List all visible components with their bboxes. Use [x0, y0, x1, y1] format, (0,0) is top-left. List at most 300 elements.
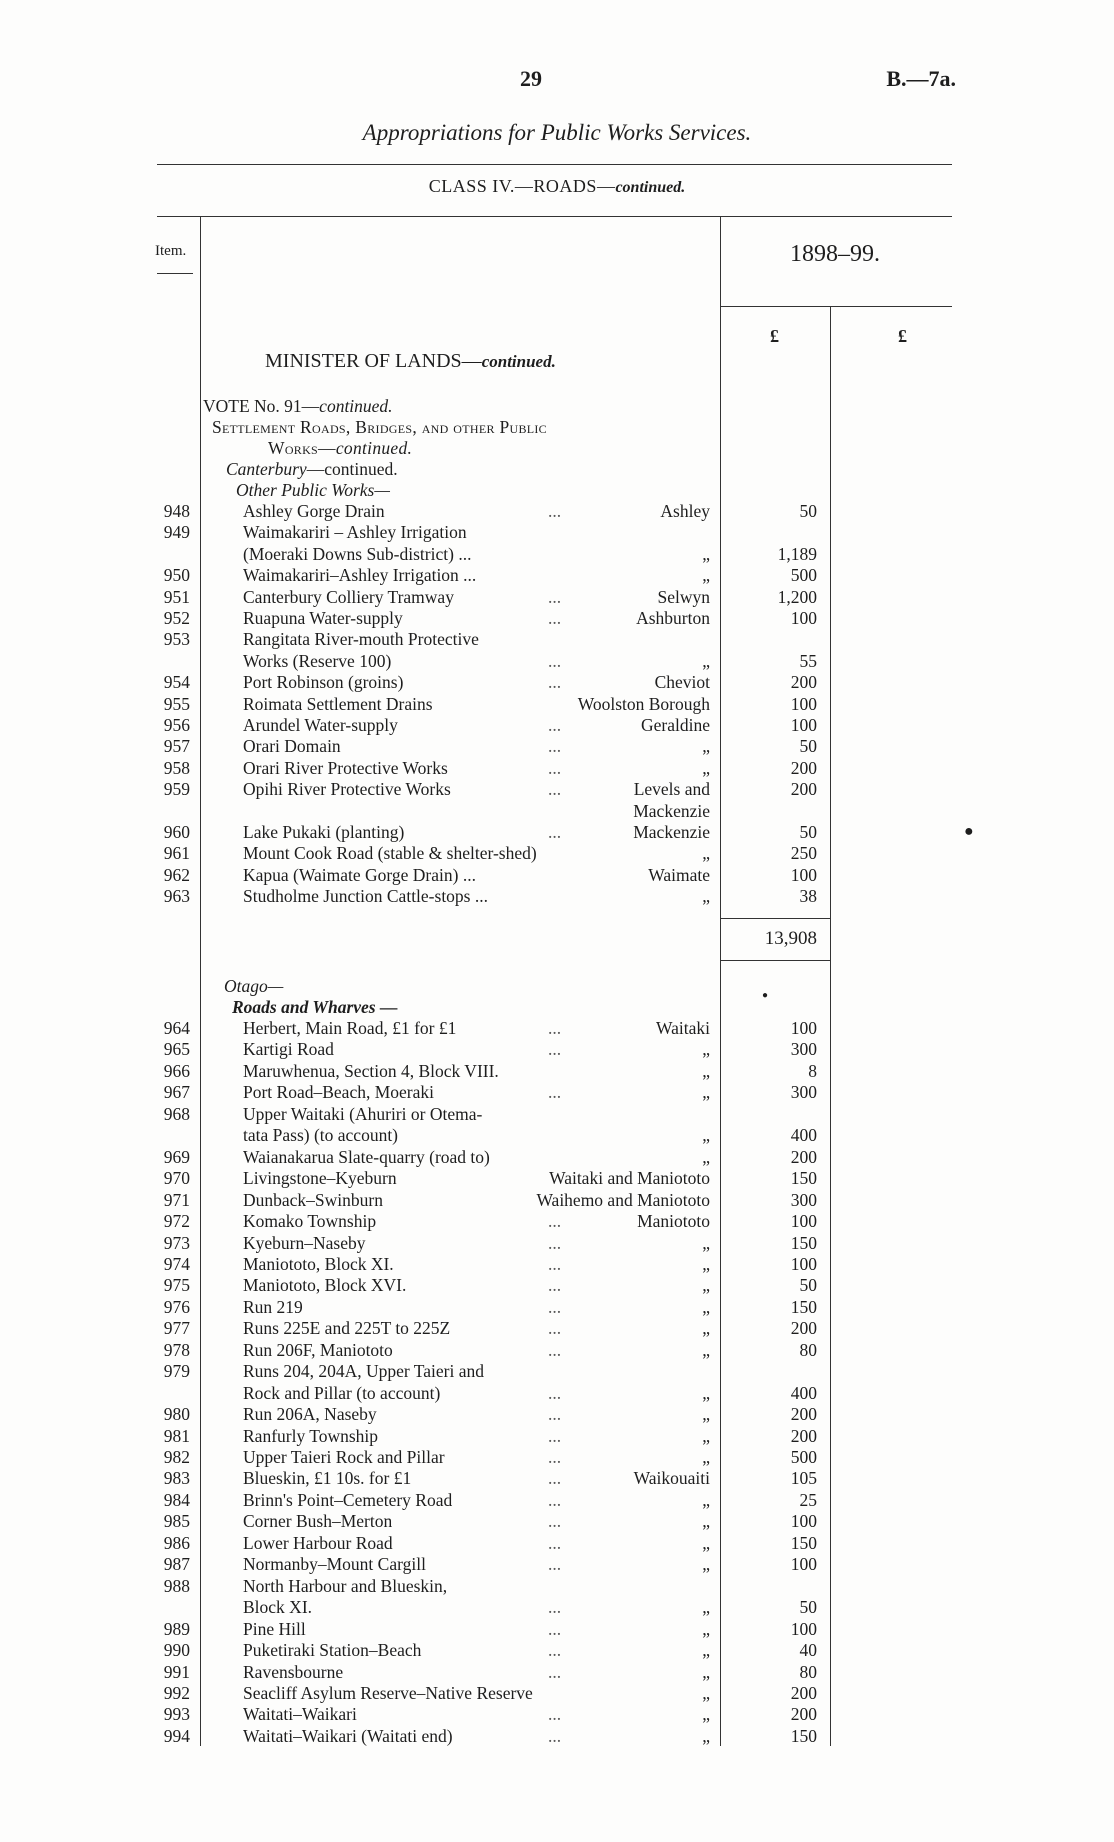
- table-row: [0, 886, 1114, 907]
- canterbury-heading: Canterbury—continued.: [226, 459, 398, 479]
- leader-dots: ...: [548, 1039, 562, 1060]
- item-location: Mackenzie: [633, 800, 710, 821]
- leader-dots: ...: [548, 1296, 562, 1317]
- leader-dots: ...: [548, 1253, 562, 1274]
- item-location: „: [702, 565, 710, 586]
- item-location: „: [702, 1532, 710, 1553]
- item-location: „: [702, 1640, 710, 1661]
- table-row: [0, 522, 1114, 543]
- leader-dots: ...: [548, 1082, 562, 1103]
- item-description: Kapua (Waimate Gorge Drain) ...: [243, 864, 476, 885]
- item-description: Seacliff Asylum Reserve–Native Reserve: [243, 1682, 533, 1703]
- item-number: 974: [163, 1253, 190, 1274]
- item-amount: 200: [790, 672, 817, 693]
- item-amount: 100: [790, 1511, 817, 1532]
- item-amount: 50: [799, 822, 817, 842]
- item-number: 979: [163, 1361, 190, 1382]
- table-row: [0, 1233, 1114, 1254]
- table-row: [0, 1726, 1114, 1747]
- item-location: „: [702, 886, 710, 907]
- item-number: 955: [163, 693, 190, 714]
- table-row: [0, 1168, 1114, 1189]
- item-number: 984: [163, 1489, 190, 1510]
- table-row: [0, 1061, 1114, 1082]
- item-description: Rangitata River-mouth Protective: [243, 629, 479, 650]
- item-description: Roimata Settlement Drains: [243, 693, 433, 714]
- item-description: Port Robinson (groins): [243, 672, 404, 693]
- item-description: Ravensbourne: [243, 1661, 344, 1682]
- item-number: 973: [163, 1232, 190, 1253]
- table-row: [0, 822, 1114, 843]
- item-description: Maruwhenua, Section 4, Block VIII.: [243, 1060, 499, 1081]
- item-location: „: [702, 843, 710, 864]
- item-location: „: [702, 1511, 710, 1532]
- item-number: 993: [163, 1704, 190, 1725]
- item-description: (Moeraki Downs Sub-district) ...: [243, 543, 472, 564]
- item-location: „: [702, 1060, 710, 1081]
- table-row: [0, 1297, 1114, 1318]
- item-location: „: [702, 1661, 710, 1682]
- leader-dots: ...: [548, 1704, 562, 1725]
- item-number: 990: [163, 1640, 190, 1661]
- table-row: [0, 1533, 1114, 1554]
- item-description: Waimakariri – Ashley Irrigation: [243, 522, 467, 543]
- leader-dots: ...: [548, 779, 562, 800]
- item-description: Orari Domain: [243, 736, 341, 757]
- item-description: Arundel Water-supply: [243, 715, 398, 735]
- leader-dots: ...: [548, 1382, 562, 1403]
- leader-dots: ...: [548, 736, 562, 757]
- page-title: Appropriations for Public Works Services.: [362, 120, 752, 145]
- item-amount: 200: [790, 1704, 817, 1725]
- item-description: Canterbury Colliery Tramway: [243, 586, 454, 607]
- item-description: Dunback–Swinburn: [243, 1189, 383, 1210]
- item-description: Puketiraki Station–Beach: [243, 1640, 422, 1661]
- item-number: 968: [163, 1103, 190, 1124]
- subtotal-amount: 13,908: [764, 928, 817, 949]
- item-location: „: [702, 1618, 710, 1639]
- leader-dots: ...: [548, 1640, 562, 1661]
- item-description: Waimakariri–Ashley Irrigation ...: [243, 565, 477, 586]
- item-amount: 150: [790, 1725, 817, 1746]
- item-description: Works (Reserve 100): [243, 650, 392, 671]
- item-amount: 100: [790, 715, 817, 735]
- item-amount: 1,200: [777, 586, 817, 607]
- print-mark: ●: [964, 823, 974, 840]
- item-number: 978: [163, 1339, 190, 1360]
- otago-heading: Otago—: [224, 976, 284, 996]
- table-row: [0, 758, 1114, 779]
- item-location: Waimate: [648, 864, 710, 885]
- item-description: Ruapuna Water-supply: [243, 608, 403, 628]
- leader-dots: ...: [548, 586, 562, 607]
- item-location: „: [702, 1425, 710, 1446]
- item-description: Runs 225E and 225T to 225Z: [243, 1318, 451, 1339]
- paper-reference: B.—7a.: [886, 66, 956, 91]
- item-location: Levels and: [633, 779, 710, 800]
- class-heading: CLASS IV.—ROADS—continued.: [428, 176, 686, 196]
- item-amount: 105: [790, 1468, 817, 1489]
- table-row: [0, 1640, 1114, 1661]
- table-row: [0, 1468, 1114, 1489]
- table-row: [0, 501, 1114, 522]
- item-amount: 300: [790, 1189, 817, 1210]
- leader-dots: ...: [548, 715, 562, 735]
- item-number: 988: [163, 1575, 190, 1596]
- table-row: [0, 1704, 1114, 1725]
- item-number: 960: [163, 822, 190, 842]
- item-description: Run 206F, Maniototo: [243, 1339, 393, 1360]
- item-description: Brinn's Point–Cemetery Road: [243, 1489, 453, 1510]
- table-row: [0, 1275, 1114, 1296]
- item-number: 959: [163, 779, 190, 800]
- table-row: [0, 1597, 1114, 1618]
- item-location: Waikouaiti: [633, 1468, 710, 1489]
- item-amount: 100: [790, 1618, 817, 1639]
- item-number: 953: [163, 629, 190, 650]
- item-number: 957: [163, 736, 190, 757]
- settlement-heading-line-1: Settlement Roads, Bridges, and other Public: [212, 417, 547, 437]
- item-number: 992: [163, 1682, 190, 1703]
- item-location: „: [702, 1554, 710, 1575]
- item-amount: 80: [799, 1661, 817, 1682]
- leader-dots: ...: [548, 1275, 562, 1296]
- item-number: 964: [163, 1018, 190, 1038]
- item-number: 963: [163, 886, 190, 907]
- item-description: Mount Cook Road (stable & shelter-shed): [243, 843, 537, 864]
- item-amount: 150: [790, 1532, 817, 1553]
- item-location: „: [702, 1318, 710, 1339]
- item-number: 975: [163, 1275, 190, 1296]
- item-description: tata Pass) (to account): [243, 1125, 399, 1146]
- item-amount: 500: [790, 565, 817, 586]
- item-number: 966: [163, 1060, 190, 1081]
- leader-dots: ...: [548, 1232, 562, 1253]
- item-location: Geraldine: [641, 715, 710, 735]
- item-location: Waitaki: [656, 1018, 710, 1038]
- item-description: Ranfurly Township: [243, 1425, 379, 1446]
- leader-dots: ...: [548, 501, 562, 521]
- table-row: [0, 1147, 1114, 1168]
- item-description: Maniototo, Block XVI.: [243, 1275, 407, 1296]
- table-row: [0, 651, 1114, 672]
- item-number: 971: [163, 1189, 190, 1210]
- item-amount: 300: [790, 1082, 817, 1103]
- table-row: [0, 1361, 1114, 1382]
- item-description: Kyeburn–Naseby: [243, 1232, 366, 1253]
- settlement-heading-line-2: Works—continued.: [268, 438, 413, 458]
- other-works-heading: Other Public Works—: [236, 480, 390, 500]
- item-description: Run 219: [243, 1296, 303, 1317]
- table-row: [0, 544, 1114, 565]
- item-location: „: [702, 1725, 710, 1746]
- item-description: Pine Hill: [243, 1618, 306, 1639]
- table-row: [0, 736, 1114, 757]
- table-row: [0, 779, 1114, 800]
- leader-dots: ...: [548, 1489, 562, 1510]
- item-number: 989: [163, 1618, 190, 1639]
- item-location: „: [702, 1039, 710, 1060]
- leader-dots: ...: [548, 1532, 562, 1553]
- table-row: [0, 1511, 1114, 1532]
- item-location: „: [702, 1447, 710, 1467]
- table-row: [0, 1254, 1114, 1275]
- leader-dots: ...: [548, 1597, 562, 1618]
- item-amount: 200: [790, 1682, 817, 1703]
- item-amount: 100: [790, 608, 817, 628]
- item-location: „: [702, 1275, 710, 1296]
- rule-item-underline: [157, 273, 193, 274]
- item-number: 951: [163, 586, 190, 607]
- item-number: 962: [163, 864, 190, 885]
- item-number: 987: [163, 1554, 190, 1575]
- table-row: [0, 1426, 1114, 1447]
- item-amount: 80: [799, 1339, 817, 1360]
- item-number: 994: [163, 1725, 190, 1746]
- item-amount: 150: [790, 1168, 817, 1189]
- item-amount: 100: [790, 1253, 817, 1274]
- minister-heading: MINISTER OF LANDS—continued.: [265, 350, 556, 372]
- pound-sign-right: £: [898, 326, 907, 346]
- item-location: „: [702, 1682, 710, 1703]
- item-location: Waitaki and Maniototo: [549, 1168, 710, 1189]
- table-row: [0, 1125, 1114, 1146]
- item-location: Ashburton: [636, 608, 710, 628]
- rule-year-header: [720, 306, 952, 307]
- pound-sign-left: £: [770, 326, 779, 346]
- item-description: Waitati–Waikari: [243, 1704, 357, 1725]
- item-location: „: [702, 1489, 710, 1510]
- item-number: 969: [163, 1146, 190, 1167]
- item-number: 958: [163, 757, 190, 778]
- item-description: Studholme Junction Cattle-stops ...: [243, 886, 488, 907]
- table-row: [0, 1018, 1114, 1039]
- leader-dots: ...: [548, 1468, 562, 1489]
- item-number: 950: [163, 565, 190, 586]
- item-number: 980: [163, 1404, 190, 1425]
- subtotal-rule-bottom: [720, 960, 830, 961]
- item-description: North Harbour and Blueskin,: [243, 1575, 448, 1596]
- item-location: „: [702, 543, 710, 564]
- table-row: [0, 1447, 1114, 1468]
- item-amount: 150: [790, 1296, 817, 1317]
- item-description: Waianakarua Slate-quarry (road to): [243, 1146, 490, 1167]
- rule-top: [157, 164, 952, 165]
- item-amount: 55: [799, 650, 817, 671]
- leader-dots: ...: [548, 672, 562, 693]
- item-number: 982: [163, 1447, 190, 1467]
- item-location: „: [702, 1597, 710, 1618]
- item-number: 986: [163, 1532, 190, 1553]
- item-description: Upper Taieri Rock and Pillar: [243, 1447, 445, 1467]
- item-description: Kartigi Road: [243, 1039, 334, 1060]
- leader-dots: ...: [548, 1425, 562, 1446]
- item-amount: 50: [799, 1597, 817, 1618]
- item-location: Maniototo: [637, 1211, 710, 1232]
- item-location: „: [702, 1296, 710, 1317]
- year-column-header: 1898–99.: [790, 241, 880, 267]
- leader-dots: ...: [548, 1511, 562, 1532]
- item-number: 948: [163, 501, 190, 521]
- item-description: Normanby–Mount Cargill: [243, 1554, 426, 1575]
- item-number: 961: [163, 843, 190, 864]
- leader-dots: ...: [548, 1211, 562, 1232]
- print-mark: ●: [762, 990, 769, 1001]
- table-row: [0, 1619, 1114, 1640]
- item-location: Selwyn: [657, 586, 710, 607]
- leader-dots: ...: [548, 1661, 562, 1682]
- table-row: [0, 1082, 1114, 1103]
- item-description: Herbert, Main Road, £1 for £1: [243, 1018, 457, 1038]
- item-number: 949: [163, 522, 190, 543]
- table-row: [0, 587, 1114, 608]
- item-amount: 150: [790, 1232, 817, 1253]
- item-location: „: [702, 1082, 710, 1103]
- vote-heading: VOTE No. 91—continued.: [203, 396, 393, 416]
- item-amount: 25: [799, 1489, 817, 1510]
- leader-dots: ...: [548, 650, 562, 671]
- table-row: [0, 1104, 1114, 1125]
- item-location: Cheviot: [654, 672, 710, 693]
- item-number: 985: [163, 1511, 190, 1532]
- item-location: Mackenzie: [633, 822, 710, 842]
- table-row: [0, 1318, 1114, 1339]
- table-row: [0, 843, 1114, 864]
- leader-dots: ...: [548, 1725, 562, 1746]
- item-description: Lower Harbour Road: [243, 1532, 393, 1553]
- table-row: [0, 1404, 1114, 1425]
- item-location: „: [702, 736, 710, 757]
- leader-dots: ...: [548, 608, 562, 628]
- item-amount: 50: [799, 1275, 817, 1296]
- item-description: Blueskin, £1 10s. for £1: [243, 1468, 412, 1489]
- table-row: [0, 1683, 1114, 1704]
- item-amount: 100: [790, 1211, 817, 1232]
- item-description: Ashley Gorge Drain: [243, 501, 385, 521]
- item-amount: 8: [808, 1060, 817, 1081]
- item-number: 981: [163, 1425, 190, 1446]
- table-row: [0, 672, 1114, 693]
- leader-dots: ...: [548, 1339, 562, 1360]
- item-number: 972: [163, 1211, 190, 1232]
- item-amount: 500: [790, 1447, 817, 1467]
- item-amount: 100: [790, 1018, 817, 1038]
- table-row: [0, 565, 1114, 586]
- item-amount: 50: [799, 736, 817, 757]
- table-row: [0, 1490, 1114, 1511]
- item-location: „: [702, 650, 710, 671]
- item-description: Port Road–Beach, Moeraki: [243, 1082, 434, 1103]
- item-description: Block XI.: [243, 1597, 313, 1618]
- item-location: „: [702, 1146, 710, 1167]
- item-location: „: [702, 1704, 710, 1725]
- table-row: [0, 1662, 1114, 1683]
- leader-dots: ...: [548, 1447, 562, 1467]
- item-description: Opihi River Protective Works: [243, 779, 451, 800]
- item-description: Livingstone–Kyeburn: [243, 1168, 397, 1189]
- table-row: [0, 1190, 1114, 1211]
- item-location: „: [702, 1125, 710, 1146]
- table-row: [0, 865, 1114, 886]
- item-number: 954: [163, 672, 190, 693]
- item-amount: 200: [790, 757, 817, 778]
- item-amount: 400: [790, 1382, 817, 1403]
- item-number: 952: [163, 608, 190, 628]
- item-number: 983: [163, 1468, 190, 1489]
- item-description: Lake Pukaki (planting): [243, 822, 405, 842]
- subtotal-rule-top: [720, 918, 830, 919]
- leader-dots: ...: [548, 822, 562, 842]
- table-row: [0, 1576, 1114, 1597]
- item-location: „: [702, 1382, 710, 1403]
- table-row: [0, 1383, 1114, 1404]
- item-location: „: [702, 1232, 710, 1253]
- table-row: [0, 1039, 1114, 1060]
- item-location: „: [702, 1253, 710, 1274]
- rule-header: [157, 216, 952, 217]
- item-description: Komako Township: [243, 1211, 377, 1232]
- item-number: 977: [163, 1318, 190, 1339]
- item-amount: 200: [790, 1425, 817, 1446]
- item-amount: 100: [790, 864, 817, 885]
- item-amount: 50: [799, 501, 817, 521]
- roads-wharves-heading: Roads and Wharves —: [232, 997, 398, 1017]
- item-amount: 40: [799, 1640, 817, 1661]
- item-location: „: [702, 1404, 710, 1425]
- item-number: 976: [163, 1296, 190, 1317]
- item-description: Corner Bush–Merton: [243, 1511, 393, 1532]
- item-number: 965: [163, 1039, 190, 1060]
- table-row: [0, 608, 1114, 629]
- item-amount: 100: [790, 693, 817, 714]
- item-location: Woolston Borough: [577, 693, 710, 714]
- item-number: 967: [163, 1082, 190, 1103]
- table-row: [0, 715, 1114, 736]
- item-amount: 300: [790, 1039, 817, 1060]
- item-number: 956: [163, 715, 190, 735]
- item-amount: 250: [790, 843, 817, 864]
- item-amount: 400: [790, 1125, 817, 1146]
- item-description: Waitati–Waikari (Waitati end): [243, 1725, 453, 1746]
- item-number: 991: [163, 1661, 190, 1682]
- item-description: Run 206A, Naseby: [243, 1404, 377, 1425]
- item-column-header: Item.: [155, 243, 187, 259]
- item-number: 970: [163, 1168, 190, 1189]
- item-amount: 200: [790, 1146, 817, 1167]
- item-location: „: [702, 1339, 710, 1360]
- item-amount: 200: [790, 779, 817, 800]
- item-description: Orari River Protective Works: [243, 757, 448, 778]
- leader-dots: ...: [548, 1018, 562, 1038]
- table-row: [0, 801, 1114, 822]
- item-location: „: [702, 757, 710, 778]
- item-amount: 38: [799, 886, 817, 907]
- item-amount: 200: [790, 1404, 817, 1425]
- item-location: Ashley: [660, 501, 710, 521]
- item-description: Rock and Pillar (to account): [243, 1382, 441, 1403]
- leader-dots: ...: [548, 1554, 562, 1575]
- table-row: [0, 629, 1114, 650]
- leader-dots: ...: [548, 1618, 562, 1639]
- item-amount: 200: [790, 1318, 817, 1339]
- table-row: [0, 1211, 1114, 1232]
- table-row: [0, 694, 1114, 715]
- page-number: 29: [520, 66, 542, 91]
- item-amount: 1,189: [777, 543, 817, 564]
- table-row: [0, 1554, 1114, 1575]
- item-description: Runs 204, 204A, Upper Taieri and: [243, 1361, 484, 1382]
- leader-dots: ...: [548, 1318, 562, 1339]
